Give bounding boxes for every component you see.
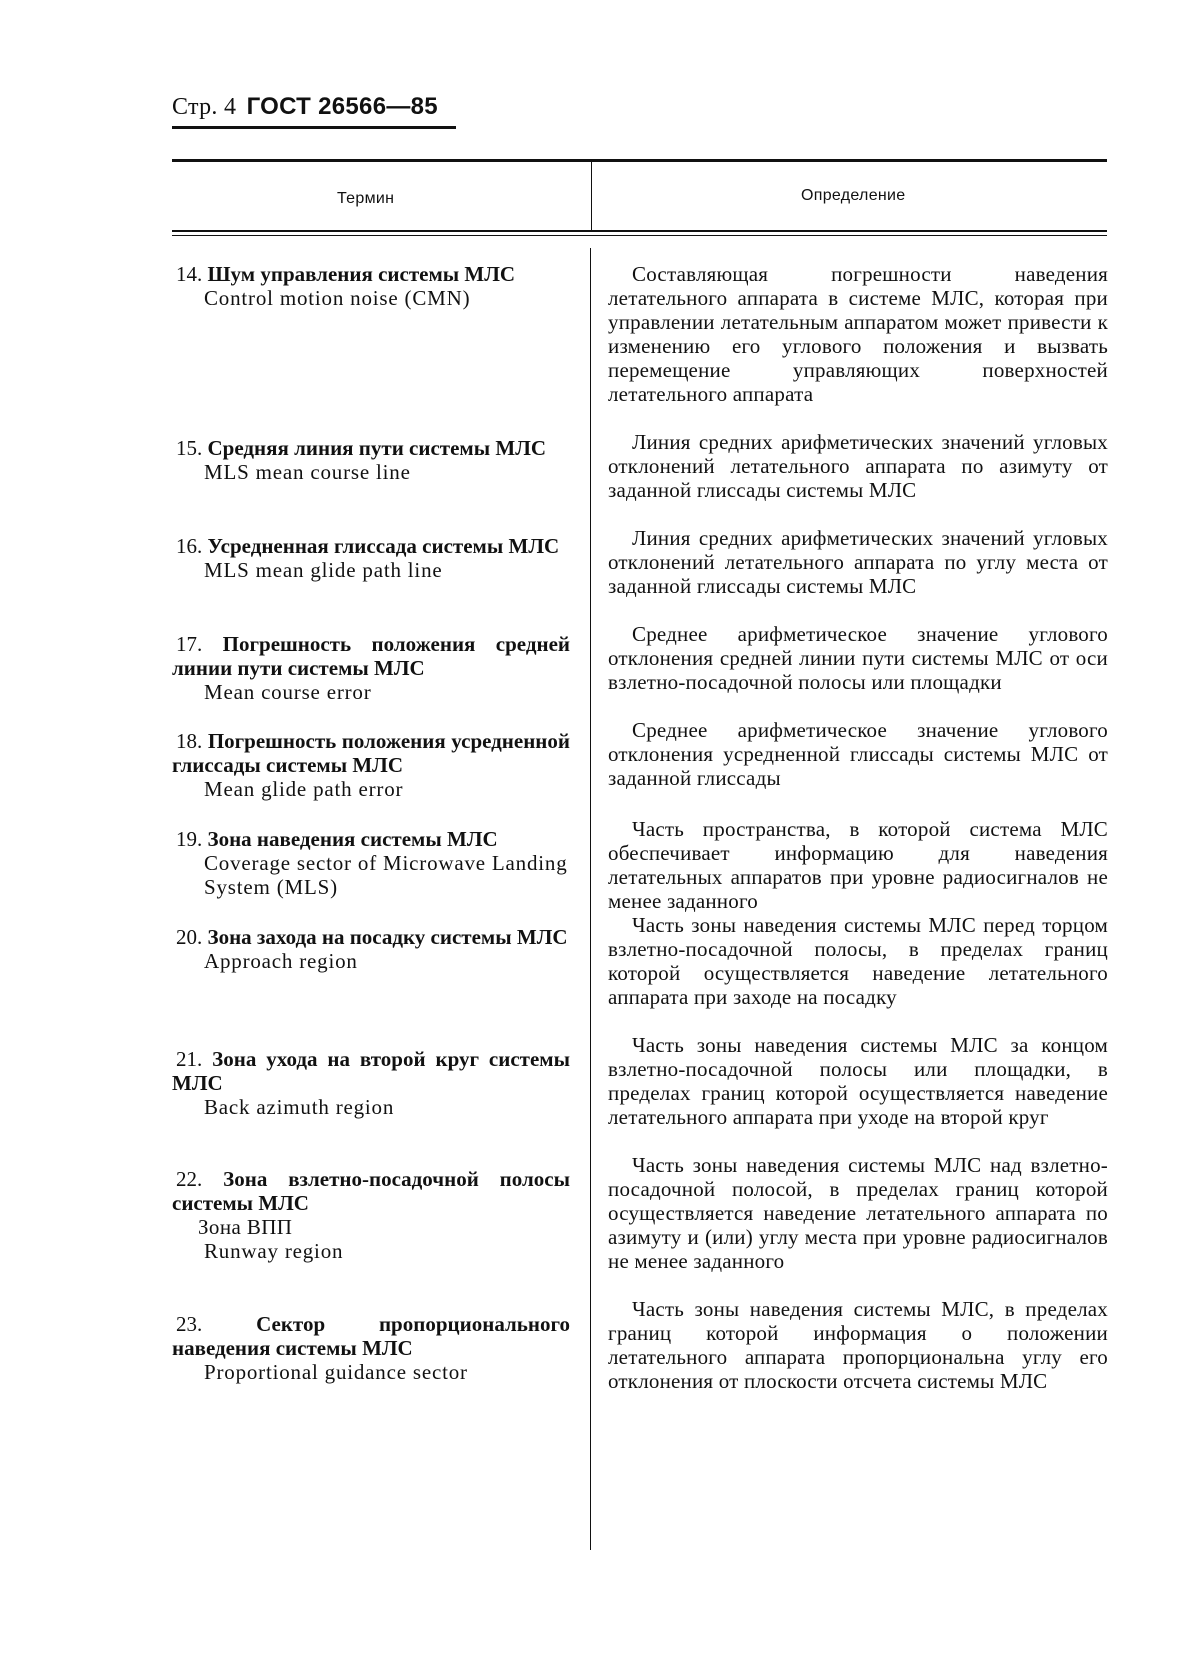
definition-21: Часть зоны наведения системы МЛС за концом взлетно-посадочной полосы или площадки, в пределах границ которой осуществляется наведение летательного аппарата при уходе на второй круг [608, 1033, 1108, 1129]
definition-17: Среднее арифметическое значение углового отклонения средней линии пути системы МЛС от оси взлетно-посадочной полосы или площадки [608, 622, 1108, 694]
definition-19: Часть пространства, в которой система МЛС обеспечивает информацию для наведения летательных аппаратов при уровне радиосигналов не менее заданного [608, 817, 1108, 913]
term-entry-14: 14. Шум управления системы МЛС Control motion noise (CMN) [176, 262, 516, 310]
term-entry-18: 18. Погрешность положения усредненной глиссады системы МЛС Mean glide path error [172, 729, 571, 801]
term-entry-19: 19. Зона наведения системы МЛС Coverage sector of Microwave Landing System (MLS) [176, 827, 568, 899]
page-label: Стр. 4 [172, 94, 237, 120]
table-top-rule [172, 159, 1107, 162]
term-entry-15: 15. Средняя линия пути системы МЛС MLS mean course line [176, 436, 547, 484]
column-header-term: Термин [337, 190, 395, 207]
body-column-divider [590, 248, 591, 1550]
definition-22: Часть зоны наведения системы МЛС над взлетно-посадочной полосой, в пределах границ которой осуществляется наведение летательного аппарата по азимуту и (или) углу места при уровне радиосигналов не менее заданного [608, 1153, 1108, 1273]
term-entry-22: 22. Зона взлетно-посадочной полосы системы МЛС Зона ВПП Runway region [172, 1167, 570, 1263]
header-underline [172, 126, 456, 129]
term-entry-17: 17. Погрешность положения средней линии пути системы МЛС Mean course error [172, 632, 570, 704]
term-entry-20: 20. Зона захода на посадку системы МЛС Approach region [176, 925, 568, 973]
definition-18: Среднее арифметическое значение углового отклонения усредненной глиссады системы МЛС от заданной глиссады [608, 718, 1108, 790]
definition-14: Составляющая погрешности наведения летательного аппарата в системе МЛС, которая при управлении летательным аппаратом может привести к изменению его углового положения и вызвать перемещение управляющих поверхностей летательного аппарата [608, 262, 1108, 406]
definition-15: Линия средних арифметических значений угловых отклонений летательного аппарата по азимуту от заданной глиссады системы МЛС [608, 430, 1108, 502]
definition-16: Линия средних арифметических значений угловых отклонений летательного аппарата по углу места от заданной глиссады системы МЛС [608, 526, 1108, 598]
page-header [172, 93, 438, 121]
term-entry-16: 16. Усредненная глиссада системы МЛС MLS mean glide path line [176, 534, 560, 582]
definition-23: Часть зоны наведения системы МЛС, в пределах границ которой информация о положении летательного аппарата пропорциональна углу его отклонения от плоскости отсчета системы МЛС [608, 1297, 1108, 1393]
standard-number: ГОСТ 26566—85 [246, 93, 438, 120]
column-header-definition: Определение [801, 187, 906, 204]
header-column-divider [591, 162, 592, 232]
definition-20: Часть зоны наведения системы МЛС перед торцом взлетно-посадочной полосы, в пределах границ которой осуществляется наведение летательного аппарата при заходе на посадку [608, 913, 1108, 1009]
term-entry-23: 23. Сектор пропорционального наведения системы МЛС Proportional guidance sector [172, 1312, 570, 1384]
term-entry-21: 21. Зона ухода на второй круг системы МЛС Back azimuth region [172, 1047, 570, 1119]
header-bottom-rule-1 [172, 230, 1107, 232]
header-bottom-rule-2 [172, 235, 1107, 236]
